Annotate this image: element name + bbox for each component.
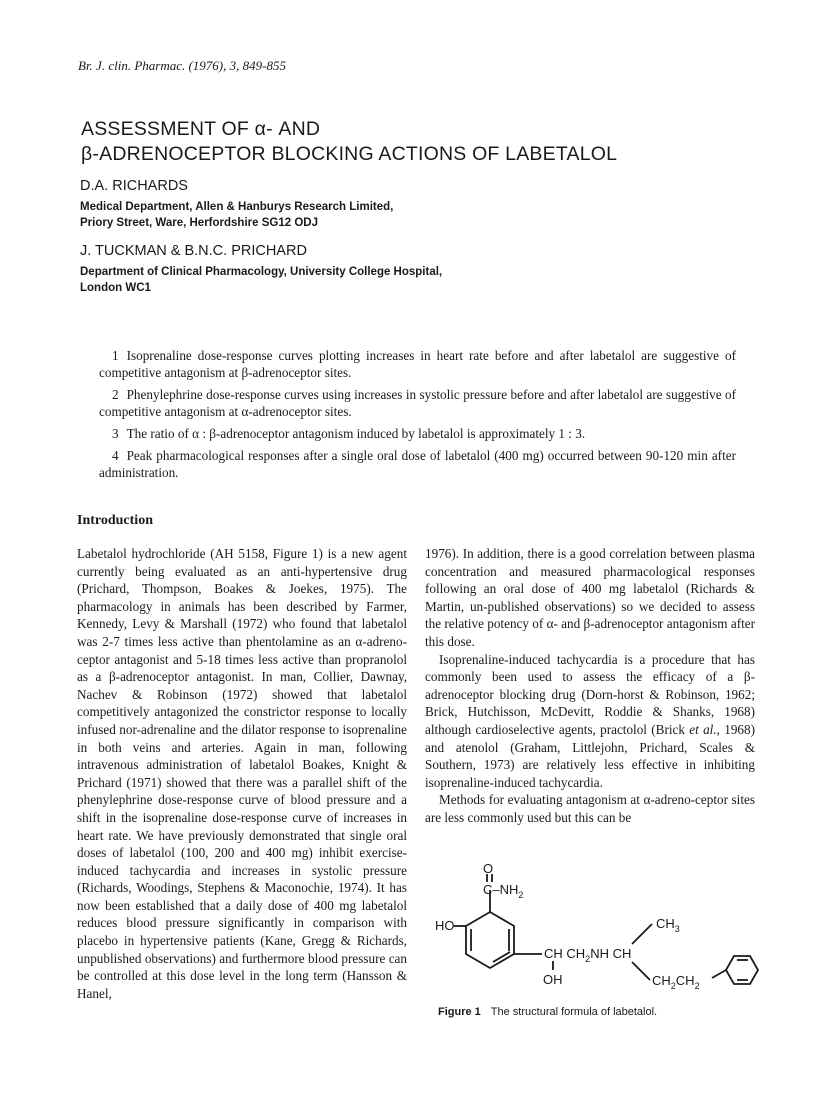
formula-ch3: $CH_3$ <box>656 916 680 934</box>
affiliation-2-line-1: Department of Clinical Pharmacology, University College Hospital, <box>80 266 443 278</box>
journal-citation: Br. J. clin. Pharmac. (1976), 3, 849-855 <box>78 58 286 73</box>
formula-ho: HO <box>435 918 455 933</box>
formula-o: O <box>483 861 494 876</box>
formula-chain: CH $CH_2NH$ CH <box>544 946 632 964</box>
left-column <box>77 545 407 1002</box>
right-column-paragraph-3: Methods for evaluating antagonism at α-adreno-ceptor sites are less commonly used but this can be <box>425 792 755 825</box>
summary-item: 3 The ratio of α : β-adrenoceptor antagonism induced by labetalol is approximately 1 : 3. <box>112 426 586 441</box>
formula-ch2ch2: $CH_2CH_2$ <box>652 973 700 991</box>
summary-item: 4 Peak pharmacological responses after a single oral dose of labetalol (400 mg) occurred between 90-120 min after administration. <box>99 448 736 480</box>
right-column <box>425 545 755 827</box>
article-title <box>81 117 617 167</box>
summary-item: 2 Phenylephrine dose-response curves using increases in systolic pressure before and after labetalol are suggestive of competitive antagonism at α-adrenoceptor sites. <box>99 387 736 419</box>
affiliation-2-line-2: London WC1 <box>80 282 151 294</box>
author-1: D.A. RICHARDS <box>80 178 188 194</box>
title-line-1: ASSESSMENT OF α- AND <box>81 118 321 140</box>
summary <box>99 347 736 486</box>
affiliation-1 <box>80 199 393 231</box>
title-line-2: β-ADRENOCEPTOR BLOCKING ACTIONS OF LABETALOL <box>81 143 618 165</box>
figure-label: Figure 1 <box>438 1006 481 1018</box>
section-heading-introduction: Introduction <box>77 513 153 528</box>
figure-caption-text: The structural formula of labetalol. <box>490 1006 658 1018</box>
affiliation-2 <box>80 264 442 296</box>
right-column-paragraph-2: Isoprenaline-induced tachycardia is a procedure that has commonly been used to assess the efficacy of a β-adrenoceptor blocking drug (Dorn-horst & Robinson, 1962; Brick, Hutchisson, McDevitt, Roddie & Shanks, 1968) although cardioselective agents, practolol (Brick et al., 1968) and atenolol (Graham, Littlejohn, Prichard, Scales & Southern, 1973) are relatively less effective in inhibiting isoprenaline-induced tachycardia. <box>425 651 755 790</box>
affiliation-1-line-1: Medical Department, Allen & Hanburys Research Limited, <box>80 201 394 213</box>
formula-amide: $C-NH_2$ <box>483 882 524 900</box>
summary-item: 1 Isoprenaline dose-response curves plotting increases in heart rate before and after labetalol are suggestive of competitive antagonism at β-adrenoceptor sites. <box>99 348 736 380</box>
left-column-paragraph: Labetalol hydrochloride (AH 5158, Figure 1) is a new agent currently being evaluated as an anti-hypertensive drug (Prichard, Thompson, Boakes & Joekes, 1975). The pharmacology in animals has been described by Farmer, Kennedy, Levy & Marshall (1972) who found that labetalol was 2-7 times less active than phentolamine as an α-adreno-ceptor antagonist and 5-18 times less active than propranolol as a β-adrenoceptor antagonist. In man, Collier, Dawnay, Nachev & Robinson (1972) showed that labetalol competitively antagonized the constrictor response to locally infused nor-adrenaline and the dilator response to isoprenaline in both veins and arteries. Again in man, following intravenous administration of labetalol Boakes, Knight & Prichard (1971) showed that there was a parallel shift of the phenylephrine dose-response curve of blood pressure and a shift in the isoprenaline dose-response curve of increases in heart rate. We have previously demonstrated that single oral doses of labetalol (100, 200 and 400 mg) inhibit exercise-induced tachycardia and increases in systolic pressure (Richards, Woodings, Stephens & Maconochie, 1974). It has now been established that a daily dose of 400 mg labetalol reduces blood pressure significantly in comparison with placebo in hypertensive patients (Kane, Gregg & Richards, unpublished observations) and furthermore blood pressure can be controlled at this dose level in the long term (Hansson & Hanel, <box>77 546 407 1001</box>
labetalol-structure-diagram <box>430 860 770 1000</box>
benzene-ring <box>466 912 514 968</box>
author-2: J. TUCKMAN & B.N.C. PRICHARD <box>80 243 307 259</box>
right-column-paragraph-1: 1976). In addition, there is a good correlation between plasma concentration and measured pharmacological responses following an oral dose of 400 mg labetalol (Richards & Martin, un-published observations) so we decided to assess the relative potency of α- and β-adrenoceptor antagonism after this dose. <box>425 546 755 649</box>
figure-caption <box>438 1006 657 1018</box>
affiliation-1-line-2: Priory Street, Ware, Herfordshire SG12 ODJ <box>80 217 318 229</box>
formula-oh: OH <box>543 972 563 987</box>
